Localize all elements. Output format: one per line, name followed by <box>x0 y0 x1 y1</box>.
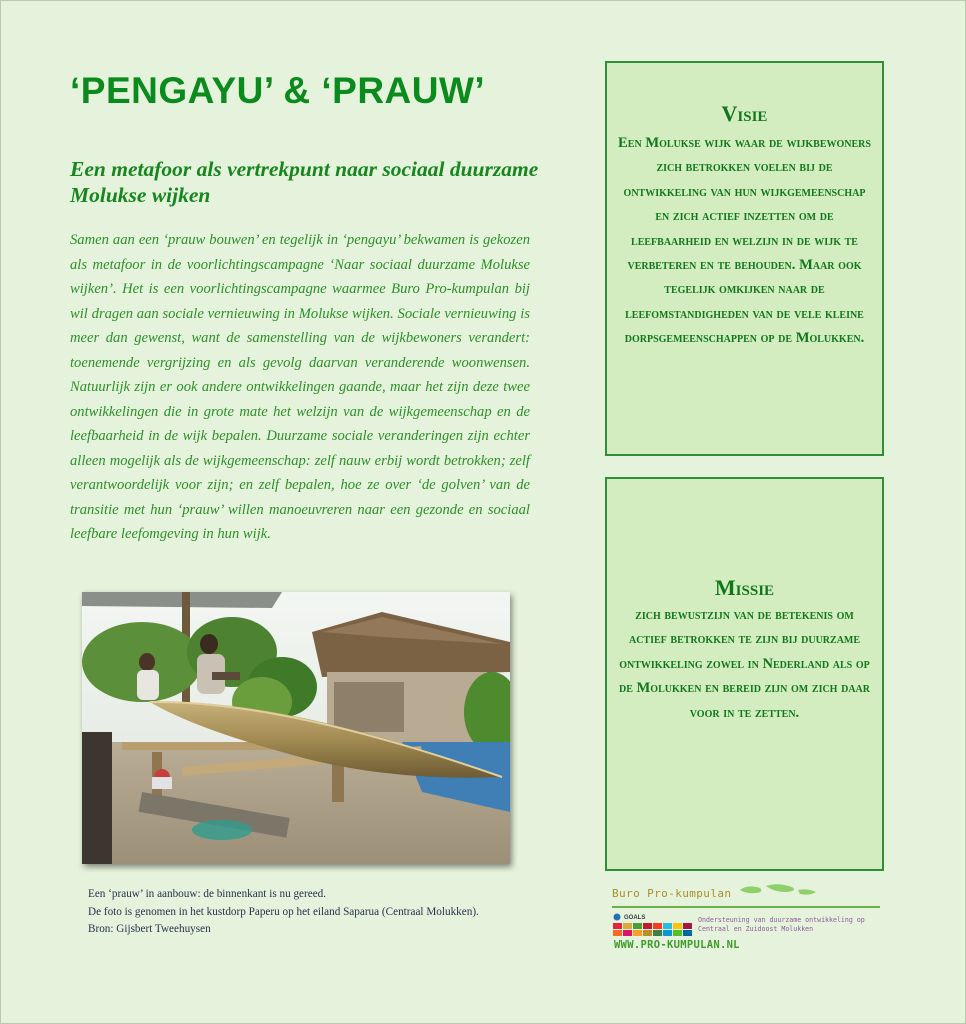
photo-caption <box>88 886 558 939</box>
footer-divider <box>612 906 880 908</box>
caption-line: De foto is genomen in het kustdorp Paperu op het eiland Saparua (Centraal Molukken). <box>88 905 479 918</box>
caption-line: Een ‘prauw’ in aanbouw: de binnenkant is nu gereed. <box>88 888 327 900</box>
sdg-goals-logo <box>612 912 694 938</box>
org-name: Buro Pro-kumpulan <box>612 887 732 900</box>
website-link[interactable]: WWW.PRO-KUMPULAN.NL <box>614 939 740 951</box>
missie-box <box>605 477 884 871</box>
visie-box <box>605 61 884 456</box>
visie-text: Een Molukse wijk waar de wijkbewoners zich betrokken voelen bij de ontwikkeling van hun wijkgemeenschap en zich actief inzetten om de leefbaarheid en welzijn in de wijk te verbeteren en te behouden. Maar ook tegelijk omkijken naar de leefomstandigheden van de vele kleine dorpsgemeenschappen op de Molukken. <box>618 135 871 347</box>
sdg-label: GOALS <box>624 915 646 921</box>
moluccas-map-icon <box>738 880 818 900</box>
page-subtitle: Een metafoor als vertrekpunt naar sociaal duurzame Molukse wijken <box>70 157 539 207</box>
visie-heading: Visie <box>721 101 768 126</box>
body-paragraph: Samen aan een ‘prauw bouwen’ en tegelijk in ‘pengayu’ bekwamen is gekozen als metafoor in de voorlichtingscampagne ‘Naar sociaal duurzame Molukse wijken’. Het is een voorlichtingscampagne waarmee Buro Pro-kumpulan bij wil dragen aan sociale vernieuwing in Molukse wijken. Sociale vernieuwing is meer dan gewenst, want de samenstelling van de wijkbewoners verandert: toenemende vergrijzing en als gevolg daarvan veranderende woonwensen. Natuurlijk zijn er ook andere ontwikkelingen gaande, maar het zijn deze twee ontwikkelingen die in grote mate het welzijn van de wijkgemeenschap en de leefbaarheid in de wijk bepalen. Duurzame sociale veranderingen zijn echter alleen mogelijk als de wijkgemeenschap: zelf nauw erbij wordt betrokken; zelf verantwoordelijk voor zijn; en zelf bepalen, hoe ze over ‘de golven’ van de transitie met hun ‘prauw’ willen manoeuvreren naar een gezonde en sociaal leefbare leefomgeving in hun wijk. <box>70 232 530 542</box>
caption-source: Bron: Gijsbert Tweehuysen <box>88 923 211 935</box>
missie-heading: Missie <box>714 575 775 600</box>
boat-building-photo <box>82 592 510 864</box>
page-title: ‘PENGAYU’ & ‘PRAUW’ <box>70 70 486 111</box>
footer-tagline: Ondersteuning van duurzame ontwikkeling op Centraal en Zuidoost Molukken <box>698 916 865 933</box>
missie-text: zich bewustzijn van de betekenis om actief betrokken te zijn bij duurzame ontwikkeling zowel in Nederland als op de Molukken en bereid zijn om zich daar voor in te zetten. <box>618 607 870 721</box>
